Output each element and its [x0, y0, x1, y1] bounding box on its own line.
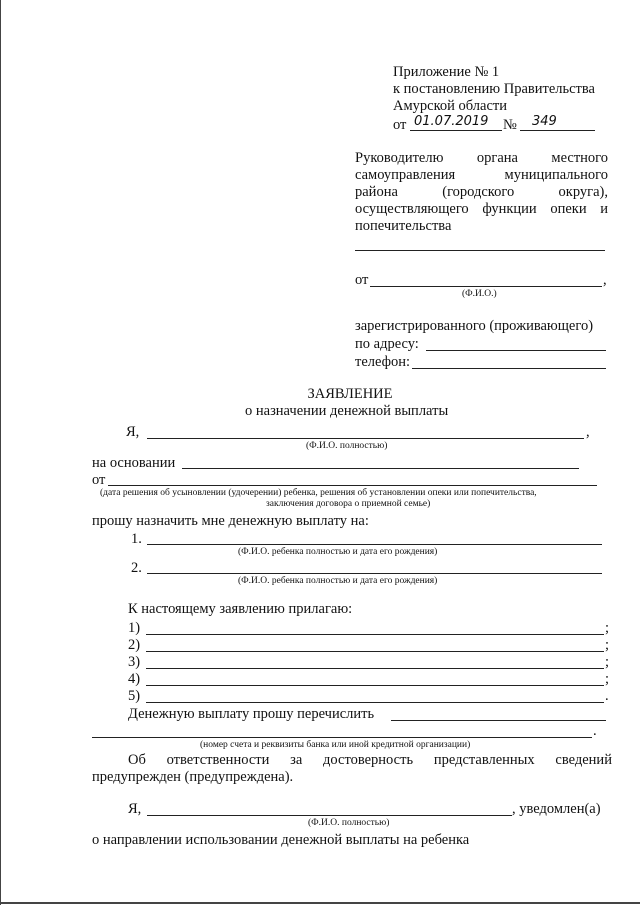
attachment-1-field[interactable] [146, 634, 604, 635]
attachment-3-label: 3) [128, 654, 141, 670]
basis-label: на основании [92, 455, 176, 471]
attachment-2-field[interactable] [146, 651, 604, 652]
number-line [520, 130, 595, 131]
phone-field[interactable] [412, 368, 606, 369]
transfer-label: Денежную выплату прошу перечислить [128, 706, 375, 722]
child-2-field[interactable] [147, 573, 602, 574]
child-2-hint: (Ф.И.О. ребенка полностью и дата его рождения) [238, 576, 438, 586]
appendix-date: 01.07.2019 [414, 114, 489, 129]
appendix-num-label: № [503, 117, 517, 133]
registered-label: зарегистрированного (проживающего) [355, 318, 594, 334]
applicant-full-fio-field-2[interactable] [147, 815, 512, 816]
applicant-fio-field[interactable] [370, 286, 602, 287]
attachment-5-label: 5) [128, 688, 141, 704]
child-1-hint: (Ф.И.О. ребенка полностью и дата его рождения) [238, 547, 438, 557]
addressee-from-label: от [355, 272, 369, 288]
attachment-4-field[interactable] [146, 685, 604, 686]
child-1-field[interactable] [147, 544, 602, 545]
direction-text: о направлении использовании денежной выплаты на ребенка [92, 832, 470, 848]
appendix-from-label: от [393, 117, 407, 133]
addressee-line-3: района (городского округа), [355, 184, 608, 200]
comma-2: , [586, 424, 590, 440]
comma: , [603, 272, 607, 288]
addressee-line-5: попечительства [355, 218, 452, 234]
attachment-1-label: 1) [128, 620, 141, 636]
attachment-2-label: 2) [128, 637, 141, 653]
address-label: по адресу: [355, 336, 419, 352]
attachment-4-label: 4) [128, 671, 141, 687]
page-edge-left [0, 0, 1, 905]
notified-text: , уведомлен(а) [512, 801, 601, 817]
addressee-line-4: осуществляющего функции опеки и [355, 201, 608, 217]
child-1-num: 1. [131, 531, 142, 547]
addressee-name-field[interactable] [355, 250, 605, 251]
child-2-num: 2. [131, 560, 142, 576]
page-edge-bottom [0, 902, 640, 904]
statement-title: ЗАЯВЛЕНИЕ [307, 386, 393, 402]
transfer-field-2[interactable] [92, 737, 592, 738]
appendix-resolution: к постановлению Правительства [393, 81, 595, 97]
i-label-2: Я, [128, 801, 142, 817]
applicant-full-fio-field[interactable] [147, 438, 584, 439]
period-5: . [605, 688, 609, 704]
attachment-3-field[interactable] [146, 668, 604, 669]
date-line [410, 130, 502, 131]
semicolon-3: ; [605, 654, 610, 670]
period-6: . [593, 723, 597, 739]
attachment-5-field[interactable] [146, 702, 604, 703]
semicolon-1: ; [605, 620, 610, 636]
address-field[interactable] [426, 350, 606, 351]
basis-from-label: от [92, 472, 106, 488]
transfer-field-1[interactable] [391, 720, 606, 721]
responsibility-line-1: Об ответственности за достоверность представленных сведений [128, 752, 612, 768]
appendix-number: 349 [532, 114, 557, 129]
appendix-region: Амурской области [393, 98, 507, 114]
request-text: прошу назначить мне денежную выплату на: [92, 513, 369, 529]
fio-full-hint-2: (Ф.И.О. полностью) [308, 818, 390, 828]
decision-date-field[interactable] [108, 485, 597, 486]
semicolon-2: ; [605, 637, 610, 653]
addressee-line-1: Руководителю органа местного [355, 150, 608, 166]
appendix-title: Приложение № 1 [393, 64, 500, 80]
basis-field[interactable] [182, 468, 579, 469]
responsibility-line-2: предупрежден (предупреждена). [92, 769, 294, 785]
i-label: Я, [126, 424, 140, 440]
fio-full-hint: (Ф.И.О. полностью) [306, 441, 388, 451]
bank-hint: (номер счета и реквизиты банка или иной кредитной организации) [200, 740, 471, 750]
decision-hint-1: (дата решения об усыновлении (удочерении) ребенка, решения об установлении опеки или попечительства, [100, 488, 537, 498]
attachments-label: К настоящему заявлению прилагаю: [128, 601, 353, 617]
phone-label: телефон: [355, 354, 411, 370]
decision-hint-2: заключения договора о приемной семье) [266, 499, 431, 509]
semicolon-4: ; [605, 671, 610, 687]
addressee-line-2: самоуправления муниципального [355, 167, 608, 183]
statement-subtitle: о назначении денежной выплаты [245, 403, 449, 419]
fio-hint: (Ф.И.О.) [462, 289, 497, 299]
